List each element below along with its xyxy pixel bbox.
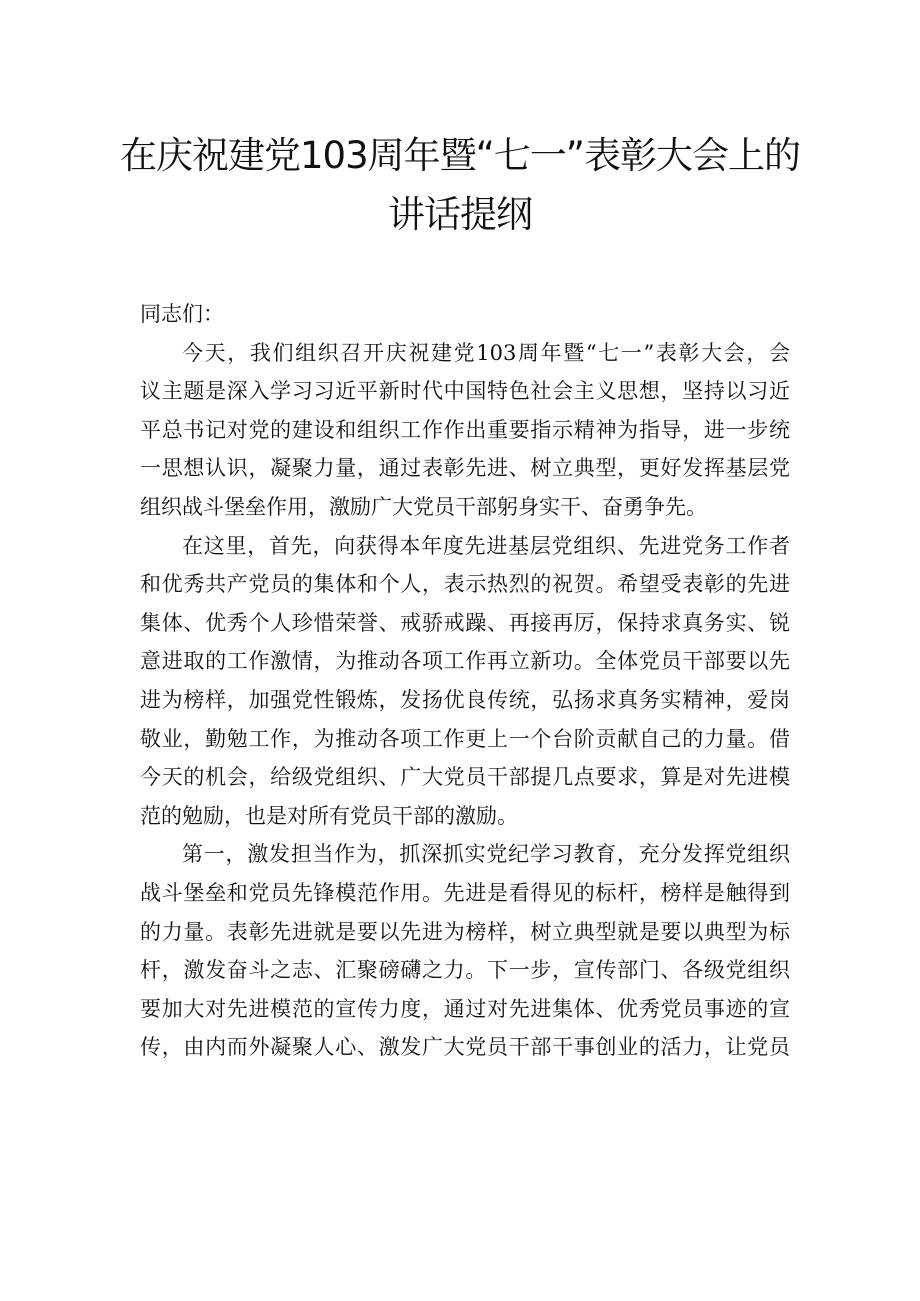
text-line: 今天，我们组织召开庆祝建党103周年暨“七一”表彰大会，会 xyxy=(182,340,790,365)
text-line: 进为榜样，加强党性锻炼，发扬优良传统，弘扬求真务实精神，爱岗 xyxy=(140,687,790,712)
text-line: 传，由内而外凝聚人心、激发广大党员干部干事创业的活力，让党员 xyxy=(140,1035,790,1060)
paragraph-3 xyxy=(140,835,790,1067)
text-line: 敬业，勤勉工作，为推动各项工作更上一个台阶贡献自己的力量。借 xyxy=(140,726,790,751)
text-line: 组织战斗堡垒作用，激励广大党员干部躬身实干、奋勇争先。 xyxy=(140,494,707,519)
text-line: 议主题是深入学习习近平新时代中国特色社会主义思想，坚持以习近 xyxy=(140,379,790,404)
text-line: 杆，激发奋斗之志、汇聚磅礴之力。下一步，宣传部门、各级党组织 xyxy=(140,958,790,983)
salutation: 同志们： xyxy=(140,302,224,326)
text-line: 今天的机会，给级党组织、广大党员干部提几点要求，算是对先进模 xyxy=(140,765,790,790)
text-line: 在这里，首先，向获得本年度先进基层党组织、先进党务工作者 xyxy=(182,533,790,558)
text-line: 意进取的工作激情，为推动各项工作再立新功。全体党员干部要以先 xyxy=(140,649,790,674)
paragraph-1 xyxy=(140,334,790,527)
text-line: 和优秀共产党员的集体和个人，表示热烈的祝贺。希望受表彰的先进 xyxy=(140,572,790,597)
paragraph-2 xyxy=(140,527,790,836)
text-line: 集体、优秀个人珍惜荣誉、戒骄戒躁、再接再厉，保持求真务实、锐 xyxy=(140,610,790,635)
text-line: 一思想认识，凝聚力量，通过表彰先进、树立典型，更好发挥基层党 xyxy=(140,456,790,481)
document-body xyxy=(140,295,790,1067)
text-line: 战斗堡垒和党员先锋模范作用。先进是看得见的标杆，榜样是触得到 xyxy=(140,880,790,905)
text-line: 的力量。表彰先进就是要以先进为榜样，树立典型就是要以典型为标 xyxy=(140,919,790,944)
text-line: 平总书记对党的建设和组织工作作出重要指示精神为指导，进一步统 xyxy=(140,417,790,442)
document-title-line-1: 在庆祝建党103周年暨“七一”表彰大会上的 xyxy=(120,134,800,177)
text-line: 要加大对先进模范的宣传力度，通过对先进集体、优秀党员事迹的宣 xyxy=(140,996,790,1021)
text-line: 第一，激发担当作为，抓深抓实党纪学习教育，充分发挥党组织 xyxy=(182,842,790,867)
document-title-line-2: 讲话提纲 xyxy=(388,193,532,236)
text-line: 范的勉励，也是对所有党员干部的激励。 xyxy=(140,803,518,828)
